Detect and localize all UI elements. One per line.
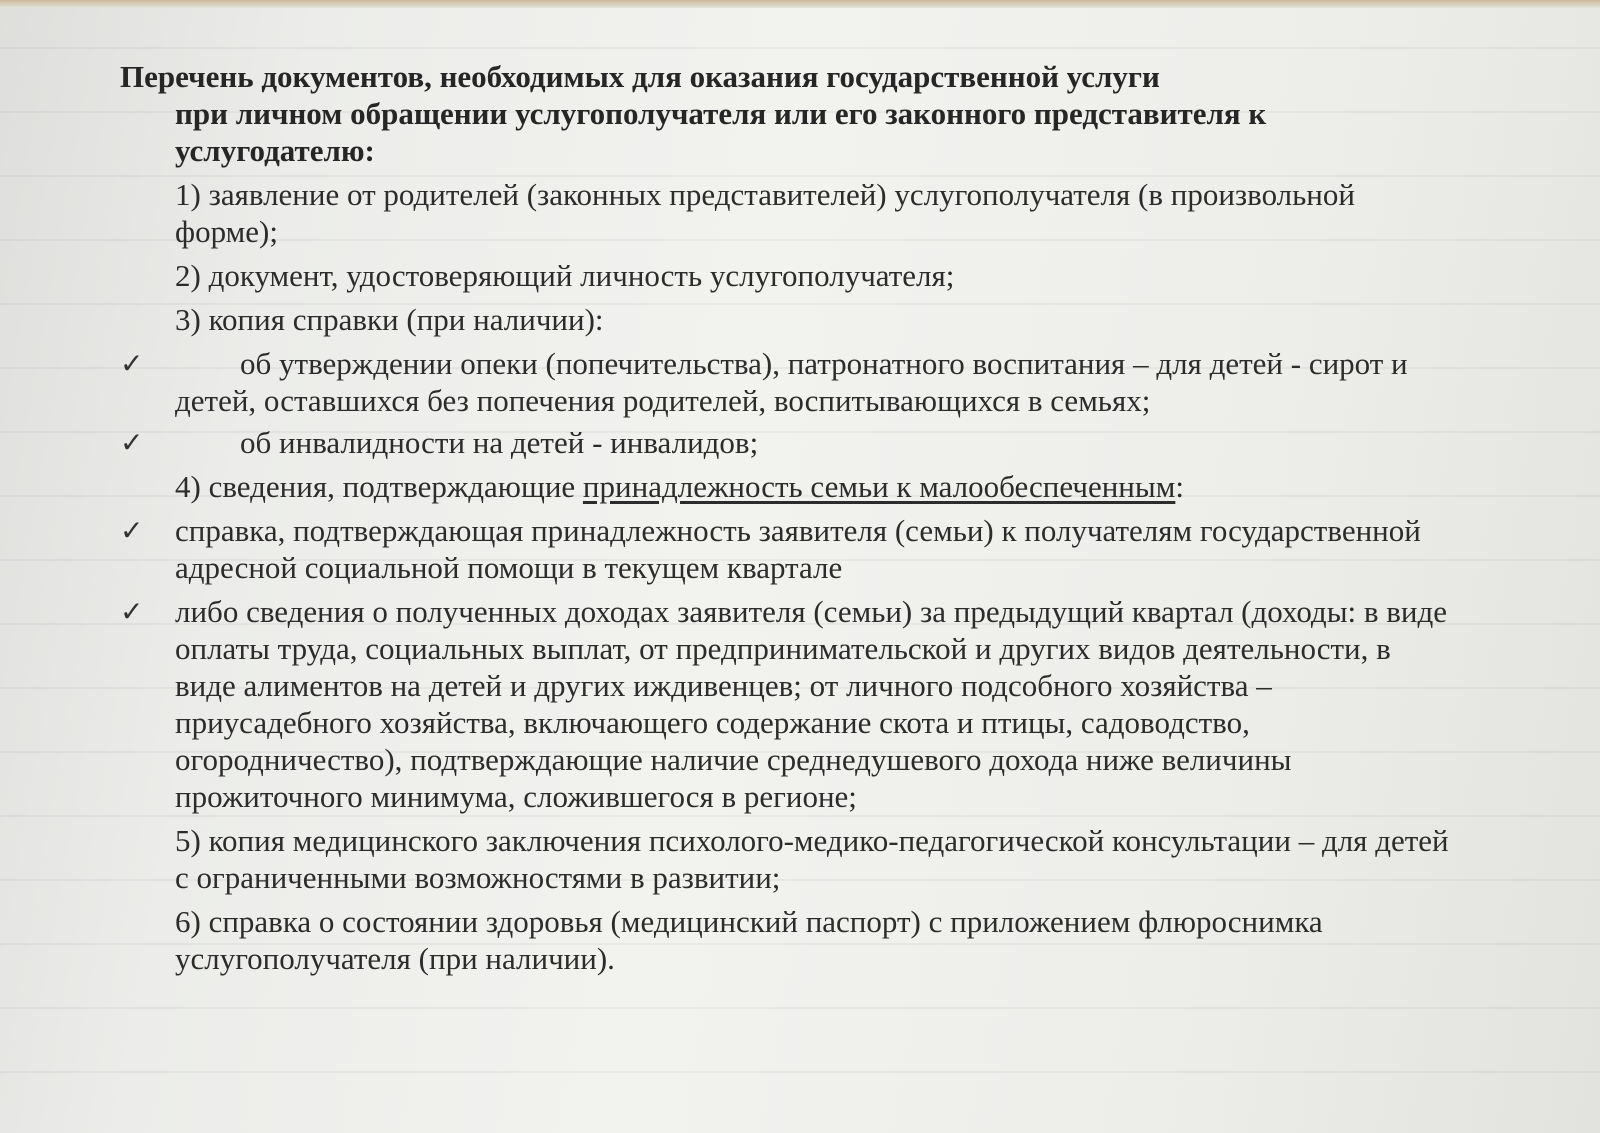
- checkmark-icon: ✓: [120, 514, 144, 547]
- sub-item-income: [120, 593, 1450, 815]
- checkmark-icon: ✓: [120, 595, 144, 628]
- heading-line-1: Перечень документов, необходимых для оказания государственной услуги: [120, 59, 1160, 94]
- sub-item-social-aid: [120, 512, 1450, 586]
- list-item-6: [120, 903, 1450, 977]
- list-item-1-text: 1) заявление от родителей (законных представителей) услугополучателя (в произвольной форме);: [175, 177, 1355, 249]
- list-item-1: [120, 176, 1450, 250]
- list-item-4-suffix: :: [1175, 469, 1184, 504]
- sub-item-disability: [120, 424, 1450, 461]
- list-item-5: [120, 822, 1450, 896]
- list-item-2-text: 2) документ, удостоверяющий личность услугополучателя;: [175, 258, 955, 293]
- list-item-4: [120, 468, 1450, 505]
- list-item-4-underlined: принадлежность семьи к малообеспеченным: [582, 469, 1176, 504]
- document-body: [120, 58, 1450, 977]
- sub-item-custody: [120, 345, 1450, 419]
- list-item-3-text: 3) копия справки (при наличии):: [175, 302, 604, 337]
- list-item-3: [120, 301, 1450, 338]
- checkmark-icon: ✓: [120, 347, 144, 380]
- sub-item-disability-text: об инвалидности на детей - инвалидов;: [240, 425, 759, 460]
- page-top-edge: [0, 0, 1600, 8]
- list-item-6-text: 6) справка о состоянии здоровья (медицинский паспорт) с приложением флюроснимка услугополучателя (при наличии).: [175, 904, 1323, 976]
- sub-item-income-text: либо сведения о полученных доходах заявителя (семьи) за предыдущий квартал (доходы: в виде оплаты труда, социальных выплат, от предпринимательской и других видов деятельности, в виде алиментов на детей и других иждивенцев; от личного подсобного хозяйства – приусадебного хозяйства, включающего содержание скота и птицы, садоводство, огородничество), подтверждающие наличие среднедушевого дохода ниже величины прожиточного минимума, сложившегося в регионе;: [175, 594, 1448, 814]
- list-item-4-prefix: 4) сведения, подтверждающие: [175, 469, 583, 504]
- heading-line-2: при личном обращении услугополучателя или его законного представителя к услугодателю:: [175, 96, 1267, 168]
- sub-item-social-aid-text: справка, подтверждающая принадлежность заявителя (семьи) к получателям государственной адресной социальной помощи в текущем квартале: [175, 513, 1421, 585]
- sub-item-custody-text: об утверждении опеки (попечительства), патронатного воспитания – для детей - сирот и детей, оставшихся без попечения родителей, воспитывающихся в семьях;: [175, 346, 1408, 418]
- document-heading: [120, 58, 1450, 169]
- checkmark-icon: ✓: [120, 426, 144, 459]
- list-item-5-text: 5) копия медицинского заключения психолого-медико-педагогической консультации – для детей с ограниченными возможностями в развитии;: [175, 823, 1449, 895]
- list-item-2: [120, 257, 1450, 294]
